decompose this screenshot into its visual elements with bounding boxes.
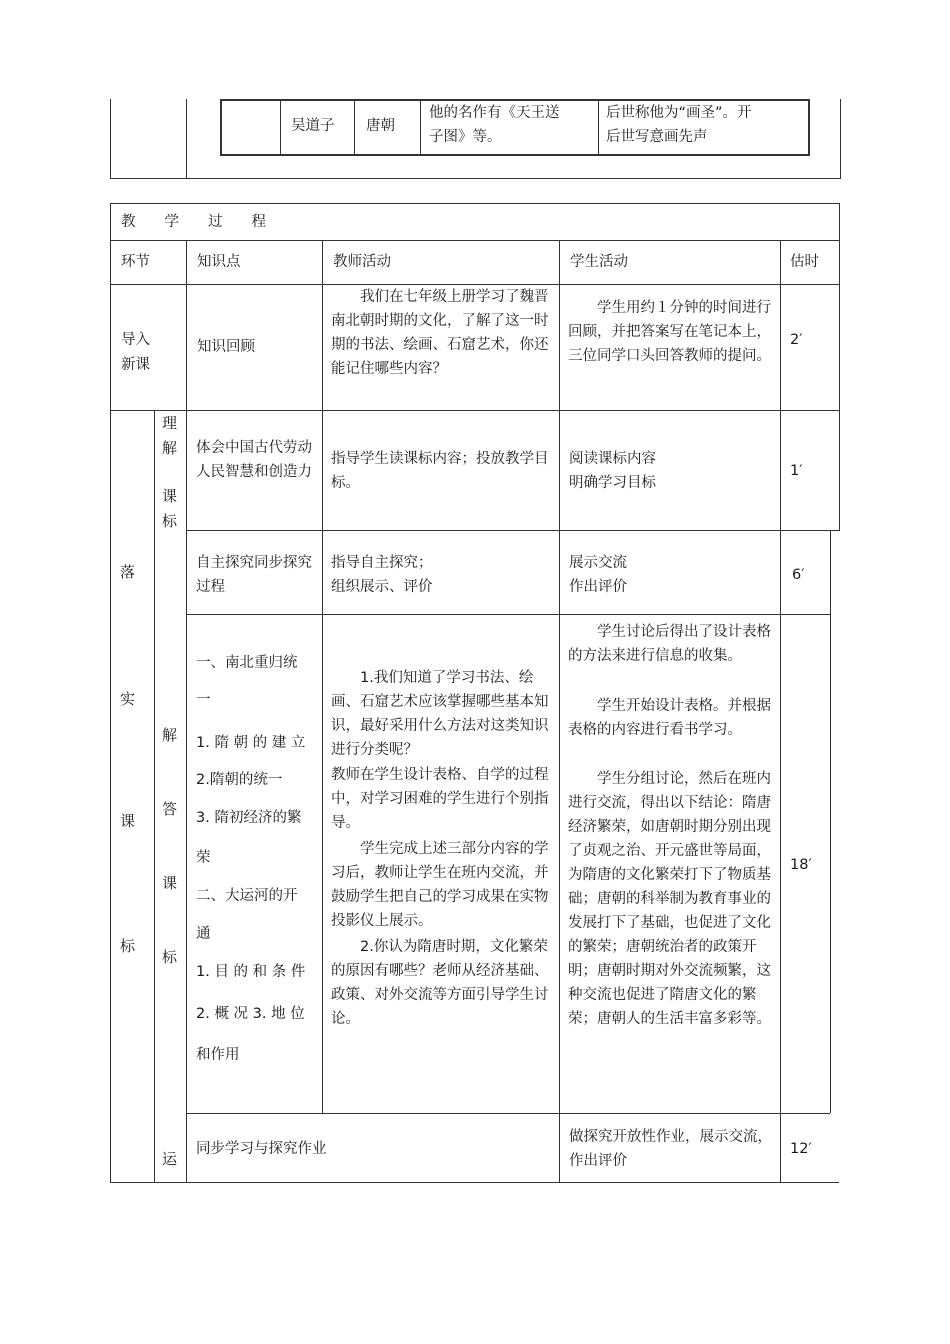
header-time: 估时 [790,254,819,270]
knowledge-wisdom: 体会中国古代劳动人民智慧和创造力 [196,440,312,480]
student-activity-homework: 做探究开放性作业，展示交流，作出评价 [569,1129,772,1169]
table-top-border [110,203,840,204]
teacher-activity-p1: 1.我们知道了学习书法、绘画、石窟艺术应该掌握哪些基本知识，最好采用什么方法对这类知识进行分类呢？ [331,670,549,758]
header-student: 学生活动 [570,254,628,270]
knowledge-line: 二、大运河的开 [196,888,298,904]
teacher-activity-inquiry-line1: 指导自主探究； [331,555,433,571]
painter-influence-line2: 后世写意画先声 [606,129,708,145]
table-bottom-border [110,1182,839,1183]
teacher-activity-p3: 学生完成上述三部分内容的学习后，教师让学生在班内交流，并鼓励学生把自己的学习成果在实物投影仪上展示。 [331,841,549,929]
student-activity-standard-line2: 明确学习目标 [569,475,656,491]
substage-answer-2: 答 [162,800,178,818]
teacher-activity-p4: 2.你认为隋唐时期，文化繁荣的原因有哪些？老师从经济基础、政策、对外交流等方面引导学生讨论。 [331,939,549,1027]
student-activity-p1: 学生讨论后得出了设计表格的方法来进行信息的收集。 [568,624,771,664]
group-stage-char-4: 标 [120,937,136,955]
substage-apply: 运 [162,1150,178,1168]
painter-dynasty: 唐朝 [366,118,395,134]
student-activity-standard-line1: 阅读课标内容 [569,451,656,467]
teacher-activity-inquiry-line2: 组织展示、评价 [331,579,433,595]
time-answer: 18′ [790,857,812,873]
knowledge-line: 3. 隋初经济的繁 [196,810,302,826]
header-stage: 环节 [121,254,150,270]
substage-understand-3: 课 [162,487,178,505]
header-knowledge: 知识点 [197,254,241,270]
knowledge-line: 1. 隋 朝 的 建 立 [196,735,306,751]
group-stage-char-3: 课 [120,812,136,830]
painter-works-line2: 子图》等。 [429,129,502,145]
knowledge-line: 2.隋朝的统一 [196,772,283,788]
teacher-activity-standard: 指导学生读课标内容；投放教学目标。 [331,451,549,491]
student-activity-inquiry-line2: 作出评价 [569,579,627,595]
process-table-title: 教 学 过 程 [121,214,266,230]
student-activity-p2: 学生开始设计表格。并根据表格的内容进行看书学习。 [568,698,771,738]
painter-works-line1: 他的名作有《天王送 [429,105,560,121]
knowledge-line: 2. 概 况 3. 地 位 [196,1006,305,1022]
knowledge-line: 通 [196,926,211,942]
knowledge-self-inquiry: 自主探究同步探究过程 [196,555,312,595]
stage-intro-line2: 新课 [121,357,150,373]
teacher-activity-intro: 我们在七年级上册学习了魏晋南北朝时期的文化，了解了这一时期的书法、绘画、石窟艺术，你还能记住哪些内容？ [331,289,549,377]
student-activity-inquiry-line1: 展示交流 [569,555,627,571]
time-homework: 12′ [790,1141,812,1157]
substage-answer-3: 课 [162,874,178,892]
painter-name: 吴道子 [291,118,335,134]
substage-answer-4: 标 [162,948,178,966]
student-activity-intro: 学生用约１分钟的时间进行回顾，并把答案写在笔记本上，三位同学口头回答教师的提问。 [568,300,771,364]
header-teacher: 教师活动 [333,254,391,270]
teacher-activity-p2: 教师在学生设计表格、自学的过程中，对学习困难的学生进行个别指导。 [331,767,549,831]
stage-intro-line1: 导入 [121,332,150,348]
substage-answer-1: 解 [162,726,178,744]
substage-understand-2: 解 [162,439,178,457]
time-intro: 2′ [790,332,803,348]
time-inquiry: 6′ [792,567,805,583]
student-activity-p3: 学生分组讨论，然后在班内进行交流，得出以下结论：隋唐经济繁荣，如唐朝时期分别出现了贞观之治、开元盛世等局面，为隋唐的文化繁荣打下了物质基础；唐朝的科举制为教育事业的发展打下了基础，也促进了文化的繁荣；唐朝统治者的政策开明；唐朝时期对外交流频繁，这种交流也促进了隋唐文化的繁荣；唐朝人的生活丰富多彩等。 [568,771,771,1027]
knowledge-review: 知识回顾 [197,339,255,355]
group-stage-char-1: 落 [120,563,136,581]
substage-understand-4: 标 [162,512,178,530]
substage-understand-1: 理 [162,414,178,432]
group-stage-char-2: 实 [120,690,136,708]
knowledge-line: 1. 目 的 和 条 件 [196,964,306,980]
knowledge-line: 一 [196,692,211,708]
knowledge-line: 和作用 [196,1047,240,1063]
knowledge-line: 荣 [196,850,211,866]
painter-influence-line1: 后世称他为“画圣”。开 [606,105,752,121]
knowledge-homework: 同步学习与探究作业 [196,1141,327,1157]
time-standard: 1′ [790,463,803,479]
knowledge-line: 一、南北重归统 [196,655,298,671]
